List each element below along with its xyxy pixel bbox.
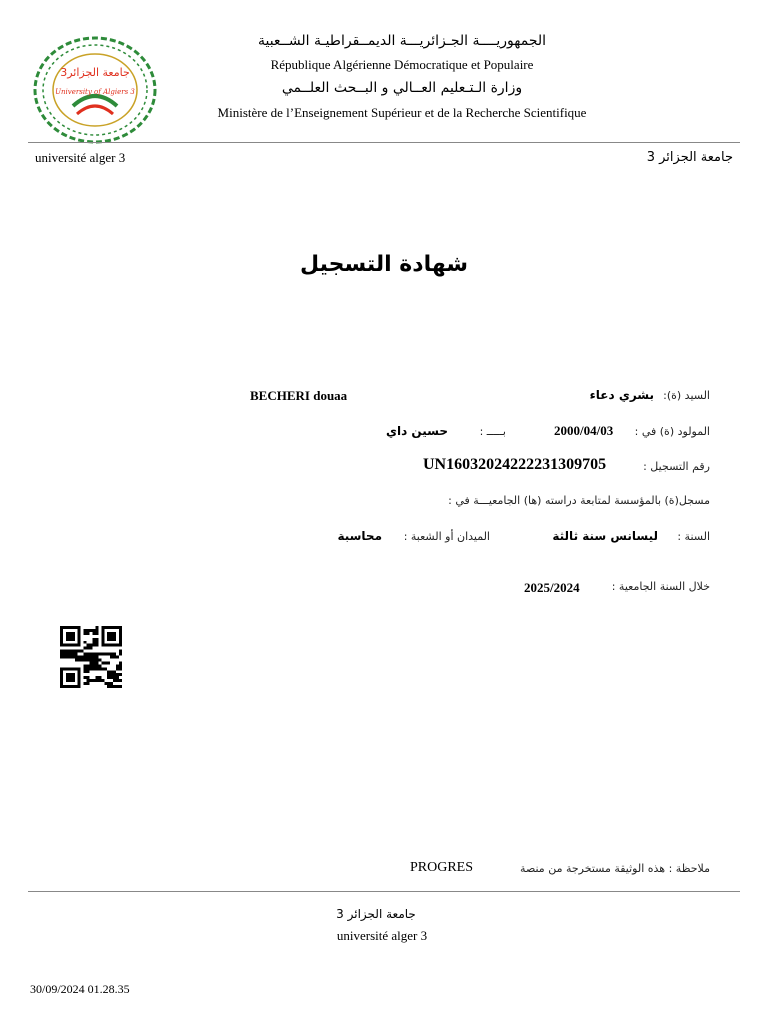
institution-name-ar: جامعة الجزائر 3	[646, 150, 733, 165]
enrolled-text: مسجل(ة) بالمؤسسة لمتابعة دراسته (ها) الجامعيـــة في :	[448, 494, 710, 507]
year-label: السنة :	[677, 530, 710, 543]
registration-number: UN16032024222231309705	[423, 456, 607, 473]
institution-name-fr: université alger 3	[35, 150, 126, 165]
born-date: 2000/04/03	[554, 423, 614, 438]
timestamp: 30/09/2024 01.28.35	[30, 982, 130, 996]
field-label: الميدان أو الشعبة :	[403, 530, 490, 543]
academic-year-value: 2025/2024	[524, 580, 580, 595]
year-value: ليسانس سنة ثالثة	[552, 529, 658, 543]
registration-label: رقم التسجيل :	[643, 460, 710, 473]
footer-divider	[28, 891, 740, 892]
header-divider	[28, 142, 740, 143]
field-value: محاسبة	[337, 529, 382, 543]
academic-year-label: خلال السنة الجامعية :	[611, 580, 710, 593]
born-place-label: بـــــ :	[479, 425, 506, 438]
name-latin: BECHERI douaa	[250, 388, 348, 403]
note-platform: PROGRES	[410, 860, 474, 875]
logo-text-ar: جامعة الجزائر3	[60, 66, 130, 79]
republic-ar: الجمهوريــــة الجـزائريـــة الديمــقراطيـة الشــعبية	[257, 33, 547, 49]
logo-text-en: University of Algiers 3	[55, 88, 135, 96]
footer-name-ar: جامعة الجزائر 3	[336, 907, 416, 921]
note-text: ملاحظة : هذه الوثيقة مستخرجة من منصة	[520, 862, 710, 875]
ministry-fr: Ministère de l’Enseignement Supérieur et de la Recherche Scientifique	[217, 105, 587, 120]
name-ar: بشري دعاء	[589, 388, 654, 402]
page-title: شهادة التسجيل	[300, 252, 468, 277]
ministry-ar: وزارة الـتـعليم العــالي و البــحث العلــمي	[281, 80, 523, 96]
republic-fr: République Algérienne Démocratique et Populaire	[270, 57, 534, 72]
qr-code-icon	[60, 626, 122, 688]
footer-name-fr: université alger 3	[336, 928, 428, 943]
name-label: السيد (ة):	[663, 389, 710, 402]
born-place: حسين داي	[385, 424, 448, 438]
born-label: المولود (ة) في :	[634, 425, 710, 438]
